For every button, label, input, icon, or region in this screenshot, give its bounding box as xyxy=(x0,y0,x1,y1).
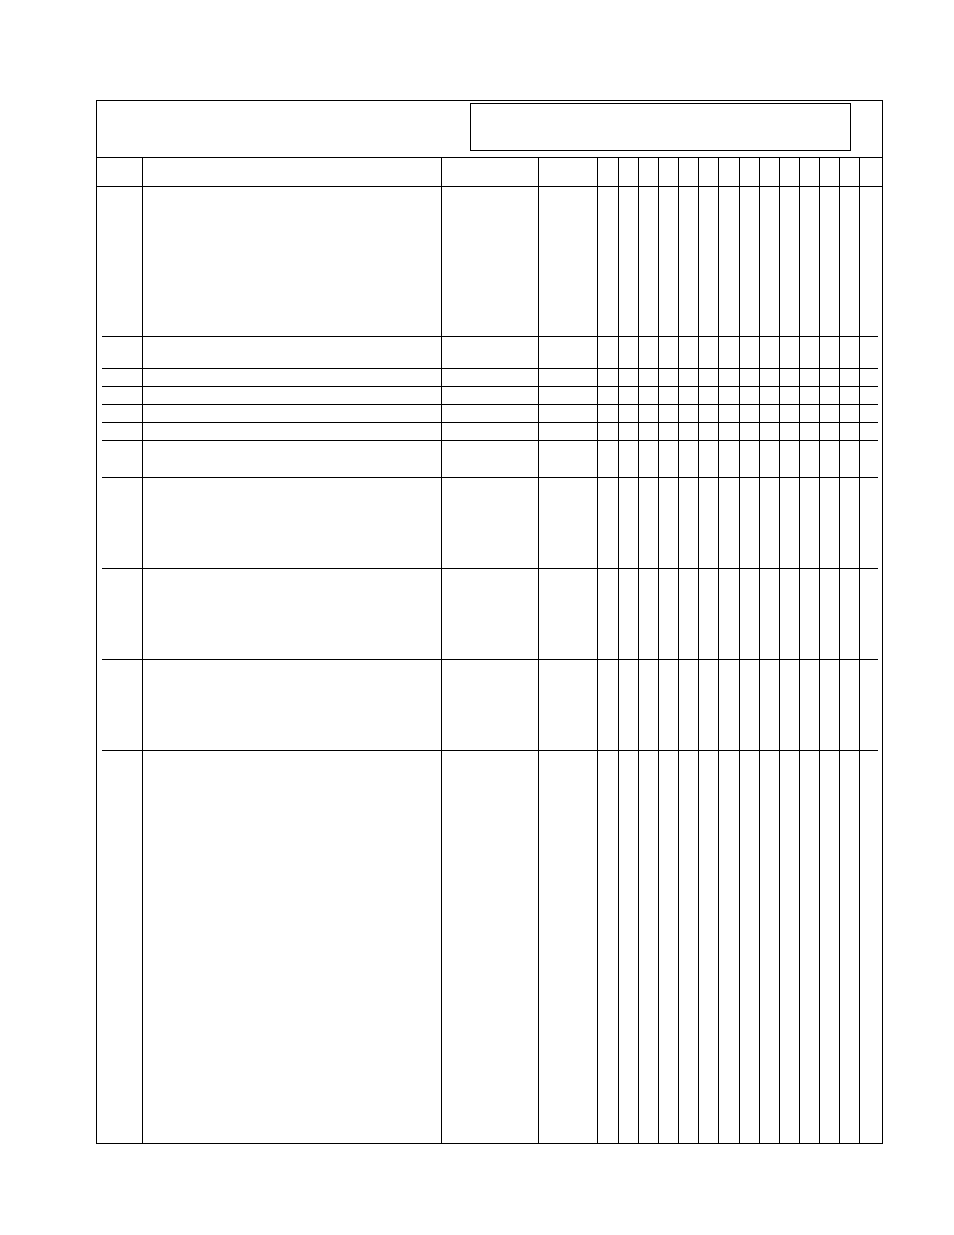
row-dividers xyxy=(102,337,878,751)
form-header-box xyxy=(471,104,851,151)
form-outer-border xyxy=(97,101,883,1144)
column-dividers xyxy=(143,157,860,1143)
